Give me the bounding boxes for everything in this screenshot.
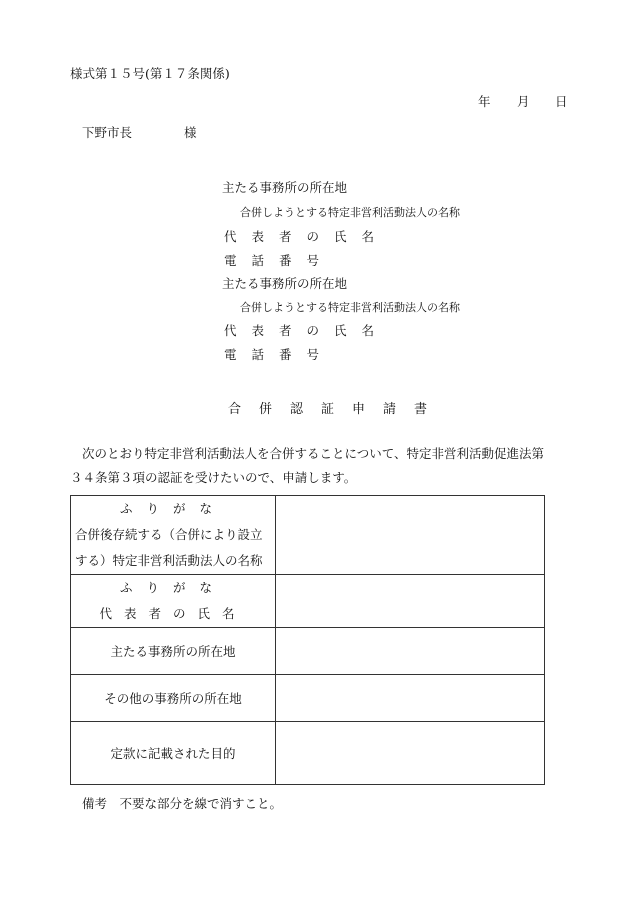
furigana-label: ふりがな xyxy=(119,501,226,516)
body-line-2: ３４条第３項の認証を受けたいので、申請します。 xyxy=(70,470,357,485)
applicant1-office-address-label: 主たる事務所の所在地 xyxy=(222,180,348,195)
representative-label: 代表者の氏名 xyxy=(99,606,247,621)
applicant2-office-address-label: 主たる事務所の所在地 xyxy=(222,276,348,291)
form-number: 様式第１５号(第１７条関係) xyxy=(70,66,230,81)
date-month: 月 xyxy=(517,94,530,109)
table-row xyxy=(71,575,545,628)
application-form-table xyxy=(70,495,545,785)
date-line xyxy=(470,94,570,110)
table-row xyxy=(71,722,545,785)
table-row xyxy=(71,628,545,675)
representative-label-cell xyxy=(71,575,276,628)
table-row xyxy=(71,496,545,575)
other-office-address-value[interactable] xyxy=(276,675,545,722)
remarks-note: 備考 不要な部分を線で消すこと。 xyxy=(82,796,283,811)
articles-purpose-value[interactable] xyxy=(276,722,545,785)
applicant2-phone-label: 電話番号 xyxy=(224,347,335,362)
honorific: 様 xyxy=(184,125,197,140)
applicant2-corp-name-label: 合併しようとする特定非営利活動法人の名称 xyxy=(240,301,460,314)
articles-purpose-label: 定款に記載された目的 xyxy=(71,722,276,785)
furigana-label: ふりがな xyxy=(119,580,226,595)
date-day: 日 xyxy=(555,94,568,109)
corp-name-label-line1: 合併後存続する（合併により設立 xyxy=(75,527,263,542)
main-office-address-value[interactable] xyxy=(276,628,545,675)
table-row xyxy=(71,675,545,722)
applicant1-corp-name-label: 合併しようとする特定非営利活動法人の名称 xyxy=(240,206,460,219)
corp-name-value[interactable] xyxy=(276,496,545,575)
corp-name-label-line2: する）特定非営利活動法人の名称 xyxy=(75,553,263,568)
document-title: 合併認証申請書 xyxy=(228,402,446,417)
addressee: 下野市長 xyxy=(82,125,133,140)
representative-value[interactable] xyxy=(276,575,545,628)
other-office-address-label: その他の事務所の所在地 xyxy=(71,675,276,722)
applicant1-representative-label: 代表者の氏名 xyxy=(224,229,390,244)
corp-name-label-cell xyxy=(71,496,276,575)
applicant1-phone-label: 電話番号 xyxy=(224,253,335,268)
applicant2-representative-label: 代表者の氏名 xyxy=(224,323,390,338)
body-line-1: 次のとおり特定非営利活動法人を合併することについて、特定非営利活動促進法第 xyxy=(82,446,545,461)
date-year: 年 xyxy=(478,94,491,109)
main-office-address-label: 主たる事務所の所在地 xyxy=(71,628,276,675)
